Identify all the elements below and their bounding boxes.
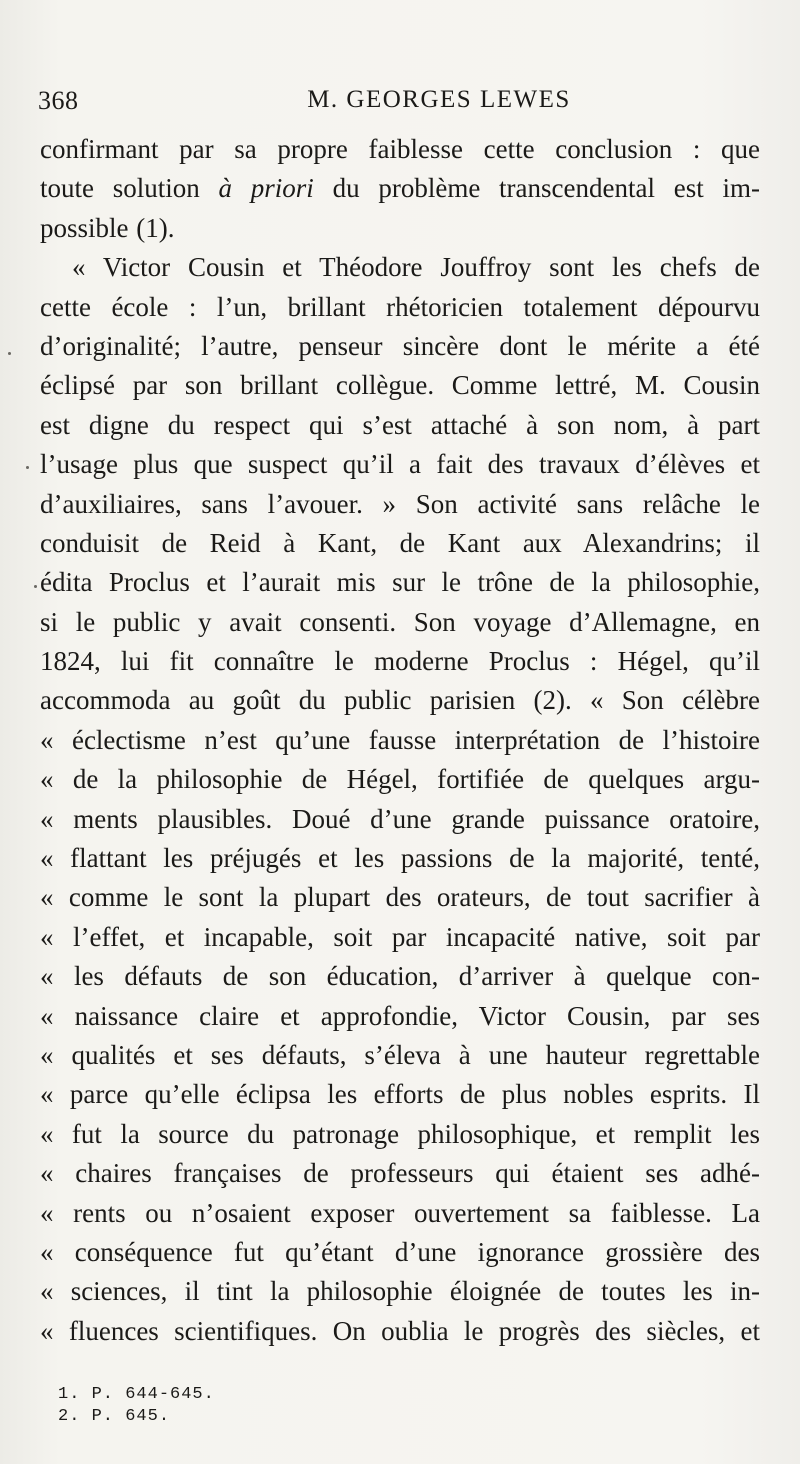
text-line: confirmant par sa propre faiblesse cette conclusion : que [40,134,760,164]
text-line: 1824, lui fit connaître le moderne Proclus : Hégel, qu’il [40,646,760,677]
text-line: « Victor Cousin et Théodore Jouffroy sont les chefs de [72,252,760,283]
text-line: « qualités et ses défauts, s’éleva à une hauteur regrettable [40,1039,760,1070]
body-text [40,130,760,1351]
footnote: 1. P. 644-645. [58,1385,215,1404]
text-line: cette école : l’un, brillant rhétoricien totalement dépourvu [40,291,760,322]
text-line: « flattant les préjugés et les passions de la majorité, tenté, [40,843,760,874]
text-line: possible (1). [40,212,175,243]
footnote: 2. P. 645. [58,1407,171,1426]
text-line: « de la philosophie de Hégel, fortifiée de quelques argu- [40,764,760,795]
margin-speck [26,466,29,469]
text-line: si le public y avait consenti. Son voyage d’Allemagne, en [40,606,760,637]
text-line: « chaires françaises de professeurs qui étaient ses adhé- [40,1158,760,1189]
text-line: d’originalité; l’autre, penseur sincère dont le mérite a été [40,330,760,361]
page-header [38,86,760,126]
text-line: « parce qu’elle éclipsa les efforts de plus nobles esprits. Il [40,1079,760,1110]
running-title: M. GEORGES LEWES [307,86,571,113]
text-line: conduisit de Reid à Kant, de Kant aux Alexandrins; il [40,527,760,558]
text-line: « fluences scientifiques. On oublia le progrès des siècles, et [40,1315,760,1346]
text-line: édita Proclus et l’aurait mis sur le trône de la philosophie, [40,567,760,598]
text-line: l’usage plus que suspect qu’il a fait des travaux d’élèves et [40,449,760,480]
footnotes [58,1384,215,1428]
text-line: « les défauts de son éducation, d’arriver à quelque con- [40,961,760,992]
text-line: « naissance claire et approfondie, Victor Cousin, par ses [40,1000,760,1031]
text-line: accommoda au goût du public parisien (2). « Son célèbre [40,685,760,716]
text-line: « l’effet, et incapable, soit par incapacité native, soit par [40,921,760,952]
italic-phrase: à priori [218,173,314,204]
text-line: d’auxiliaires, sans l’avouer. » Son activité sans relâche le [40,488,760,519]
margin-speck [34,585,37,588]
text-line: « comme le sont la plupart des orateurs, de tout sacrifier à [40,882,760,913]
text-line: éclipsé par son brillant collègue. Comme lettré, M. Cousin [40,370,760,401]
text-line: « rents ou n’osaient exposer ouvertement sa faiblesse. La [40,1197,760,1228]
text-line: « ments plausibles. Doué d’une grande puissance oratoire, [40,803,760,834]
text-line: « éclectisme n’est qu’une fausse interprétation de l’histoire [40,724,760,755]
text-line: « sciences, il tint la philosophie éloignée de toutes les in- [40,1276,760,1307]
text-line: est digne du respect qui s’est attaché à son nom, à part [40,409,760,440]
margin-speck [8,352,11,355]
text-line: toute solution à priori du problème transcendental est im- [40,173,760,204]
page-number: 368 [38,86,79,115]
text-line: « fut la source du patronage philosophique, et remplit les [40,1118,760,1149]
text-line: « conséquence fut qu’étant d’une ignorance grossière des [40,1236,760,1267]
